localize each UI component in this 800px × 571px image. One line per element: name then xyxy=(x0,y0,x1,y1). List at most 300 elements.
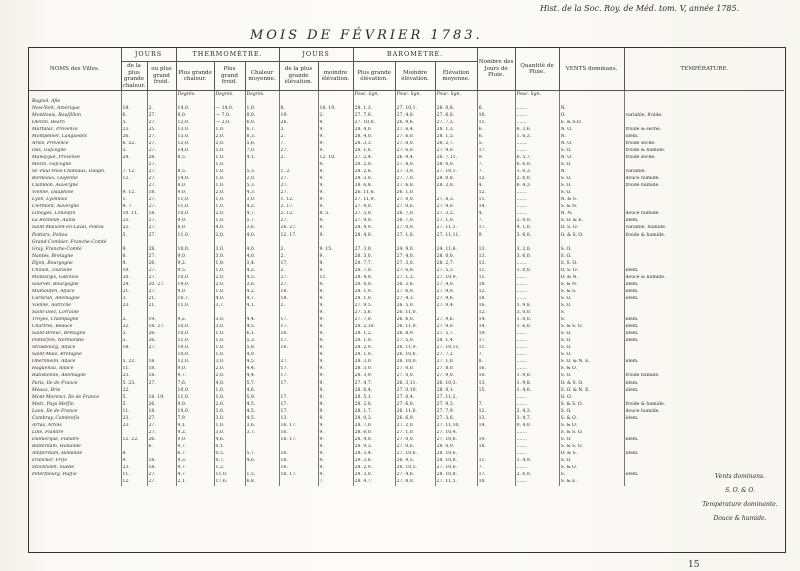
temperature: idem. xyxy=(624,317,784,324)
jour-elevation: 27. xyxy=(279,183,318,190)
temperature xyxy=(624,162,784,169)
baro-moyenne xyxy=(435,190,477,197)
col-jours-elevation: de la plus grande élévation. xyxy=(279,62,318,91)
baro-moyenne: 28. 2,0. xyxy=(435,183,477,190)
thermo-chaleur xyxy=(176,98,214,105)
thermo-froid: 0,1. xyxy=(214,444,245,451)
jour-elevation xyxy=(279,239,318,246)
temperature xyxy=(624,120,784,127)
thermo-moyenne: 4,7. xyxy=(245,211,279,218)
vents: S. O. xyxy=(559,246,624,253)
thermo-moyenne: 4,5. xyxy=(245,401,279,408)
jour-froid: 19. xyxy=(147,317,176,324)
side-summary xyxy=(695,470,785,526)
temperature xyxy=(624,423,784,430)
baro-moindre: 26. 5,0. xyxy=(395,303,435,310)
quantite-pluie: 2. 4,3. xyxy=(515,408,559,415)
table-row xyxy=(29,472,784,479)
table-row xyxy=(29,352,784,359)
vents: N. xyxy=(559,105,624,112)
table-row xyxy=(29,408,784,415)
jours-pluie: 17. xyxy=(477,225,515,232)
jour-moindre: 9. xyxy=(318,310,353,317)
jour-froid xyxy=(147,239,176,246)
thermo-chaleur: 8,0. xyxy=(176,112,214,119)
jour-chaleur: 9. 12. xyxy=(121,190,147,197)
jour-chaleur xyxy=(121,98,147,105)
thermo-moyenne: 4,4. xyxy=(245,366,279,373)
baro-moindre: 27. 1,0. xyxy=(395,430,435,437)
temperature: idem. xyxy=(624,296,784,303)
jour-chaleur: 5. xyxy=(121,331,147,338)
city-name: La Rochelle, Aunis xyxy=(32,218,76,224)
vents: S. O. xyxy=(559,162,624,169)
jour-chaleur: 12. 22. xyxy=(121,437,147,444)
thermo-moyenne: 6,0. xyxy=(245,120,279,127)
jour-elevation: 2. xyxy=(279,303,318,310)
jours-pluie: 17. xyxy=(477,338,515,345)
baro-elevation: 28. 4,0. xyxy=(353,232,395,239)
jour-elevation: 13. xyxy=(279,415,318,422)
unit-baro: Pouc. lign. xyxy=(395,91,435,99)
baro-moindre: 27. 8,0. xyxy=(395,479,435,486)
baro-moyenne: 27. 7,2. xyxy=(435,120,477,127)
jour-froid: 27. xyxy=(147,197,176,204)
jours-pluie: 13. xyxy=(477,246,515,253)
thermo-moyenne: 0,0. xyxy=(245,112,279,119)
thermo-froid: 3,0. xyxy=(214,359,245,366)
jour-chaleur: 26. xyxy=(121,134,147,141)
baro-moindre: 26. 6,0. xyxy=(395,317,435,324)
thermo-moyenne xyxy=(245,162,279,169)
jour-elevation: 2. xyxy=(279,246,318,253)
baro-moyenne: 24. 11,6. xyxy=(435,246,477,253)
quantite-pluie: 0. 4,0. xyxy=(515,423,559,430)
baro-moindre: 27. 6,0. xyxy=(395,148,435,155)
baro-moyenne: 27. 4,0. xyxy=(435,282,477,289)
jour-chaleur: 5. 23. xyxy=(121,380,147,387)
jour-chaleur: 23. xyxy=(121,415,147,422)
temperature xyxy=(624,190,784,197)
baro-elevation: 27. 2,4. xyxy=(353,155,395,162)
jour-froid: 18. xyxy=(147,465,176,472)
table-row xyxy=(29,289,784,296)
baro-elevation: 28. 5,1. xyxy=(353,394,395,401)
thermo-chaleur: 11,0. xyxy=(176,204,214,211)
baro-moindre: 27. 8,0. xyxy=(395,141,435,148)
quantite-pluie: 6. 4,3. xyxy=(515,183,559,190)
quantite-pluie: 1. 9,0. xyxy=(515,373,559,380)
thermo-froid: 1,0. xyxy=(214,331,245,338)
city-name: Dax, Gaſcogne xyxy=(32,147,66,153)
jour-moindre: 9. xyxy=(318,232,353,239)
thermo-moyenne: 4,4. xyxy=(245,373,279,380)
jour-elevation xyxy=(279,98,318,105)
thermo-froid: 2,0. xyxy=(214,282,245,289)
baro-moindre: 27. 4,3. xyxy=(395,296,435,303)
jour-chaleur: 9. 7. xyxy=(121,204,147,211)
baro-moyenne: 27. 10,4. xyxy=(435,430,477,437)
quantite-pluie: 1. 9,8. xyxy=(515,303,559,310)
units-row xyxy=(29,91,784,99)
thermo-chaleur: 8,0. xyxy=(176,183,214,190)
thermo-moyenne: 4,4. xyxy=(245,317,279,324)
city-name: Francker, Friſe xyxy=(32,458,68,464)
thermo-froid: — 2,0. xyxy=(214,120,245,127)
jour-elevation: 16. xyxy=(279,430,318,437)
table-row xyxy=(29,451,784,458)
baro-moyenne: 27. 8,3. xyxy=(435,197,477,204)
thermo-moyenne: 5,3. xyxy=(245,183,279,190)
baro-elevation: 27. 11,9. xyxy=(353,197,395,204)
baro-moyenne: 28. 2,7. xyxy=(435,141,477,148)
vents: S. & S. O. xyxy=(559,430,624,437)
unit-baro: Pouc. lign. xyxy=(353,91,395,99)
baro-elevation: 28. 1,6. xyxy=(353,148,395,155)
temperature xyxy=(624,303,784,310)
baro-moyenne: 27. 11,2. xyxy=(435,394,477,401)
thermo-froid: 1,0. xyxy=(214,127,245,134)
jour-elevation: 1. 12. xyxy=(279,197,318,204)
jour-chaleur: 8. xyxy=(121,451,147,458)
quantite-pluie: 3. 0,0. xyxy=(515,310,559,317)
baro-moyenne: 28. 10,6. xyxy=(435,451,477,458)
temperature: froide & humide. xyxy=(624,232,784,239)
temperature: idem. xyxy=(624,331,784,338)
temperature: douce humide. xyxy=(624,176,784,183)
jour-chaleur: 10. 11. xyxy=(121,211,147,218)
baro-moyenne: 27. 3,6. xyxy=(435,415,477,422)
city-name: Sourvet, Bourgogne xyxy=(32,281,79,287)
thermo-froid: 1,0. xyxy=(214,352,245,359)
jour-elevation: 17. xyxy=(279,373,318,380)
quantite-pluie: ....... xyxy=(515,141,559,148)
jours-pluie: 18. xyxy=(477,444,515,451)
thermo-moyenne: 4,3. xyxy=(245,190,279,197)
baro-moindre: 27. 6,8. xyxy=(395,268,435,275)
baro-elevation: 28. 2,0. xyxy=(353,465,395,472)
quantite-pluie: 1. 6,0. xyxy=(515,324,559,331)
table-row xyxy=(29,162,784,169)
table-row xyxy=(29,465,784,472)
baro-moindre: 26. 6,9. xyxy=(395,415,435,422)
baro-moyenne xyxy=(435,239,477,246)
thermo-froid: 1,0. xyxy=(214,289,245,296)
thermo-froid: 0,7. xyxy=(214,458,245,465)
table-row xyxy=(29,204,784,211)
jour-elevation: 17. xyxy=(279,401,318,408)
baro-elevation: 28. 4,0. xyxy=(353,437,395,444)
jour-chaleur xyxy=(121,430,147,437)
jour-moindre: 9. xyxy=(318,415,353,422)
thermo-moyenne: 8,3. xyxy=(245,134,279,141)
vents: O. xyxy=(559,112,624,119)
baro-moyenne: 27. 7,2. xyxy=(435,352,477,359)
thermo-froid: 1,0. xyxy=(214,345,245,352)
city-name: Mulhaufen, Alſace xyxy=(32,288,75,294)
baro-moyenne: 27. 11,10. xyxy=(435,423,477,430)
baro-moyenne: 28. 0,0. xyxy=(435,253,477,260)
baro-elevation: 28. 6,8. xyxy=(353,183,395,190)
quantite-pluie: ....... xyxy=(515,120,559,127)
jours-pluie: 10. xyxy=(477,479,515,486)
jour-elevation: 2. 17. xyxy=(279,204,318,211)
thermo-chaleur: 10,0. xyxy=(176,246,214,253)
jour-elevation: 17. xyxy=(279,260,318,267)
jour-chaleur: 6. 22. xyxy=(121,141,147,148)
jours-pluie: 5. xyxy=(477,141,515,148)
jour-froid: 26. xyxy=(147,437,176,444)
temperature xyxy=(624,260,784,267)
vents: S. & E. xyxy=(559,479,624,486)
jour-moindre: 18. 19. xyxy=(318,105,353,112)
jour-moindre: 9. xyxy=(318,366,353,373)
thermo-chaleur: 7,9. xyxy=(176,415,214,422)
jour-moindre: 9. xyxy=(318,465,353,472)
baro-elevation xyxy=(353,239,395,246)
city-name: Nantes, Bretagne xyxy=(32,253,74,259)
page-title: MOIS DE FÉVRIER 1783. xyxy=(250,28,483,43)
quantite-pluie: 2. 0,0. xyxy=(515,218,559,225)
baro-elevation: 28. 6,4. xyxy=(353,387,395,394)
baro-moindre: 27. 7,0. xyxy=(395,176,435,183)
jour-elevation: 12. 17. xyxy=(279,232,318,239)
jour-froid: 26. xyxy=(147,260,176,267)
jour-elevation: 3. xyxy=(279,127,318,134)
jour-elevation: 16. 17. xyxy=(279,437,318,444)
baro-elevation: 28. 4,0. xyxy=(353,225,395,232)
baro-moindre: 27. 10,6. xyxy=(395,451,435,458)
baro-elevation: 29. 3,6. xyxy=(353,458,395,465)
quantite-pluie: ....... xyxy=(515,282,559,289)
quantite-pluie: ....... xyxy=(515,275,559,282)
thermo-froid: 1,2. xyxy=(214,465,245,472)
baro-elevation: 28. 4,0. xyxy=(353,127,395,134)
baro-moindre: 27. 4,0. xyxy=(395,112,435,119)
baro-moyenne: 27. 7,9. xyxy=(435,408,477,415)
quantite-pluie: ....... xyxy=(515,444,559,451)
baro-moyenne: 27. 11,5. xyxy=(435,479,477,486)
baro-moindre: 27. 1,0. xyxy=(395,232,435,239)
thermo-froid: 1,0. xyxy=(214,218,245,225)
thermo-chaleur: 9,0. xyxy=(176,437,214,444)
jour-elevation: 2. xyxy=(279,134,318,141)
thermo-chaleur: 12,0. xyxy=(176,141,214,148)
jours-pluie: 14. xyxy=(477,423,515,430)
unit-pluie: Pouc. lign. xyxy=(515,91,559,99)
thermo-moyenne xyxy=(245,465,279,472)
vents: O. S. O. xyxy=(559,225,624,232)
table-row xyxy=(29,232,784,239)
jours-pluie: 10. xyxy=(477,112,515,119)
baro-elevation: 27. 3,0. xyxy=(353,246,395,253)
thermo-chaleur: 11,0. xyxy=(176,197,214,204)
jours-pluie: 12. xyxy=(477,408,515,415)
city-name: Bagnol, Afie xyxy=(32,98,61,104)
jour-elevation: 27. xyxy=(279,218,318,225)
thermo-moyenne: 4,5. xyxy=(245,415,279,422)
table-row xyxy=(29,359,784,366)
table-row xyxy=(29,225,784,232)
jours-pluie: 7. xyxy=(477,169,515,176)
jour-chaleur: 5. 22. xyxy=(121,359,147,366)
jour-elevation: 16. 17. xyxy=(279,472,318,479)
quantite-pluie: 1. 6,3. xyxy=(515,134,559,141)
jours-pluie: 4. xyxy=(477,183,515,190)
quantite-pluie: 6. 3,6. xyxy=(515,127,559,134)
jour-moindre: 9. xyxy=(318,430,353,437)
jour-chaleur: 3. xyxy=(121,296,147,303)
vents: O. O. xyxy=(559,394,624,401)
thermo-froid: 1,0. xyxy=(214,162,245,169)
jours-pluie: 6. xyxy=(477,105,515,112)
thermo-chaleur: 4,7. xyxy=(176,472,214,479)
temperature: froide & sèche. xyxy=(624,127,784,134)
baro-moindre: 27. 0,0. xyxy=(395,373,435,380)
jours-pluie xyxy=(477,394,515,401)
quantite-pluie: 3. 6,0. xyxy=(515,253,559,260)
vents: O. & S. O. xyxy=(559,380,624,387)
quantite-pluie: ....... xyxy=(515,430,559,437)
thermo-moyenne: 4,6. xyxy=(245,387,279,394)
quantite-pluie: 6. 5,7. xyxy=(515,155,559,162)
thermo-chaleur: 9,3. xyxy=(176,458,214,465)
jour-elevation: 7. xyxy=(279,141,318,148)
table-row xyxy=(29,268,784,275)
baro-moyenne: 27. 5,3. xyxy=(435,268,477,275)
jours-pluie: 11. xyxy=(477,120,515,127)
jour-elevation: 2. xyxy=(279,253,318,260)
baro-moindre: 27. 0,0. xyxy=(395,225,435,232)
city-name: Vienne, Autriche xyxy=(32,303,72,308)
jour-froid: 27. xyxy=(147,183,176,190)
city-name: Rotterdam, Hollande xyxy=(32,443,81,449)
city-name: Bordeaux, Guyenne xyxy=(32,176,78,182)
thermo-chaleur: 9,0. xyxy=(176,401,214,408)
jours-pluie: 6. xyxy=(477,134,515,141)
city-name: Meaux, Brie xyxy=(32,387,61,393)
baro-moyenne: 27. 10,1. xyxy=(435,169,477,176)
city-name: Montpellier, Languedoc xyxy=(32,133,88,139)
jour-froid: 27. xyxy=(147,479,176,486)
quantite-pluie xyxy=(515,98,559,105)
thermo-froid: 3,7. xyxy=(214,303,245,310)
baro-elevation: 28. 3,0. xyxy=(353,176,395,183)
baro-elevation: 28. 2,0. xyxy=(353,401,395,408)
thermo-moyenne: 5,7. xyxy=(245,451,279,458)
jour-moindre: 9. xyxy=(318,472,353,479)
city-name: Arles, Provence xyxy=(32,140,69,146)
table-row xyxy=(29,260,784,267)
jour-moindre: 9. xyxy=(318,190,353,197)
thermo-froid: 4,0. xyxy=(214,380,245,387)
baro-elevation: 27. 4,7. xyxy=(353,380,395,387)
jour-moindre: 9. xyxy=(318,169,353,176)
baro-moindre: 26. 9,4. xyxy=(395,155,435,162)
temperature xyxy=(624,430,784,437)
baro-moindre: 24. 9,0. xyxy=(395,246,435,253)
thermo-moyenne: 4,2. xyxy=(245,268,279,275)
baro-moindre: 26. 10,0. xyxy=(395,359,435,366)
thermo-froid: 1,0. xyxy=(214,183,245,190)
city-name: Carlsrah, Allemagne xyxy=(32,295,80,301)
jours-pluie: 17. xyxy=(477,472,515,479)
jour-froid: 27. xyxy=(147,423,176,430)
quantite-pluie: ....... xyxy=(515,148,559,155)
col-vents: VENTS dominans. xyxy=(559,48,624,91)
jour-chaleur: 5. xyxy=(121,401,147,408)
baro-elevation: 28. 4,0. xyxy=(353,275,395,282)
thermo-froid: 3,0. xyxy=(214,253,245,260)
jour-chaleur xyxy=(121,239,147,246)
thermo-chaleur: 9,7. xyxy=(176,373,214,380)
thermo-chaleur: 13,0. xyxy=(176,127,214,134)
thermo-chaleur: 11,0. xyxy=(176,394,214,401)
vents: S. & O. xyxy=(559,465,624,472)
baro-elevation: 28. 1,0. xyxy=(353,338,395,345)
jours-pluie: 6. xyxy=(477,127,515,134)
city-name: Grand-Combier, Franche-Comté xyxy=(32,239,107,245)
thermo-chaleur: 10,0. xyxy=(176,345,214,352)
thermo-chaleur: 9,0. xyxy=(176,289,214,296)
col-baro-moyenne: Élévation moyenne. xyxy=(435,62,477,91)
quantite-pluie: 6. 6,0. xyxy=(515,162,559,169)
jour-moindre: 9. xyxy=(318,141,353,148)
jour-moindre: 9. xyxy=(318,352,353,359)
baro-elevation: 27. 9,0. xyxy=(353,218,395,225)
baro-elevation: 28. 0,3. xyxy=(353,415,395,422)
thermo-chaleur xyxy=(176,239,214,246)
thermo-moyenne: 3,7. xyxy=(245,430,279,437)
jour-chaleur: 12. xyxy=(121,176,147,183)
jour-elevation: 19. xyxy=(279,112,318,119)
thermo-moyenne xyxy=(245,444,279,451)
jour-chaleur xyxy=(121,183,147,190)
baro-elevation: 28. 3,9. xyxy=(353,373,395,380)
jour-elevation: 27. xyxy=(279,148,318,155)
thermo-froid: 2,0. xyxy=(214,373,245,380)
thermo-froid: 3,0. xyxy=(214,246,245,253)
table-row xyxy=(29,296,784,303)
thermo-froid: 1,0. xyxy=(214,155,245,162)
temperature: variable, froide. xyxy=(624,112,784,119)
quantite-pluie: 1. 0,0. xyxy=(515,317,559,324)
jour-elevation: 8. xyxy=(279,105,318,112)
temperature: idem. xyxy=(624,268,784,275)
jour-froid: 27. xyxy=(147,225,176,232)
table-row xyxy=(29,134,784,141)
jour-froid: 27. xyxy=(147,169,176,176)
vents: O. S. O. xyxy=(559,268,624,275)
thermo-froid: 2,0. xyxy=(214,141,245,148)
thermo-moyenne: 4,1. xyxy=(245,155,279,162)
vents: S. O. xyxy=(559,373,624,380)
baro-moyenne: 27. 10,6. xyxy=(435,437,477,444)
temperature: idem. xyxy=(624,380,784,387)
thermo-chaleur: 8,5. xyxy=(176,169,214,176)
city-name: Manoſque, Provence xyxy=(32,155,81,161)
jour-elevation: 18. xyxy=(279,289,318,296)
jour-elevation: 2. xyxy=(279,268,318,275)
col-jours-chaleur: de la plus grande chaleur. xyxy=(121,62,147,91)
jour-elevation xyxy=(279,310,318,317)
jours-pluie: 12. xyxy=(477,310,515,317)
thermo-chaleur: 14,0. xyxy=(176,176,214,183)
baro-moyenne: 27. 10,6. xyxy=(435,465,477,472)
jour-elevation: 2. 12. xyxy=(279,211,318,218)
jour-chaleur: 2. xyxy=(121,317,147,324)
city-name: Montargis, Gâtinois xyxy=(32,274,79,280)
